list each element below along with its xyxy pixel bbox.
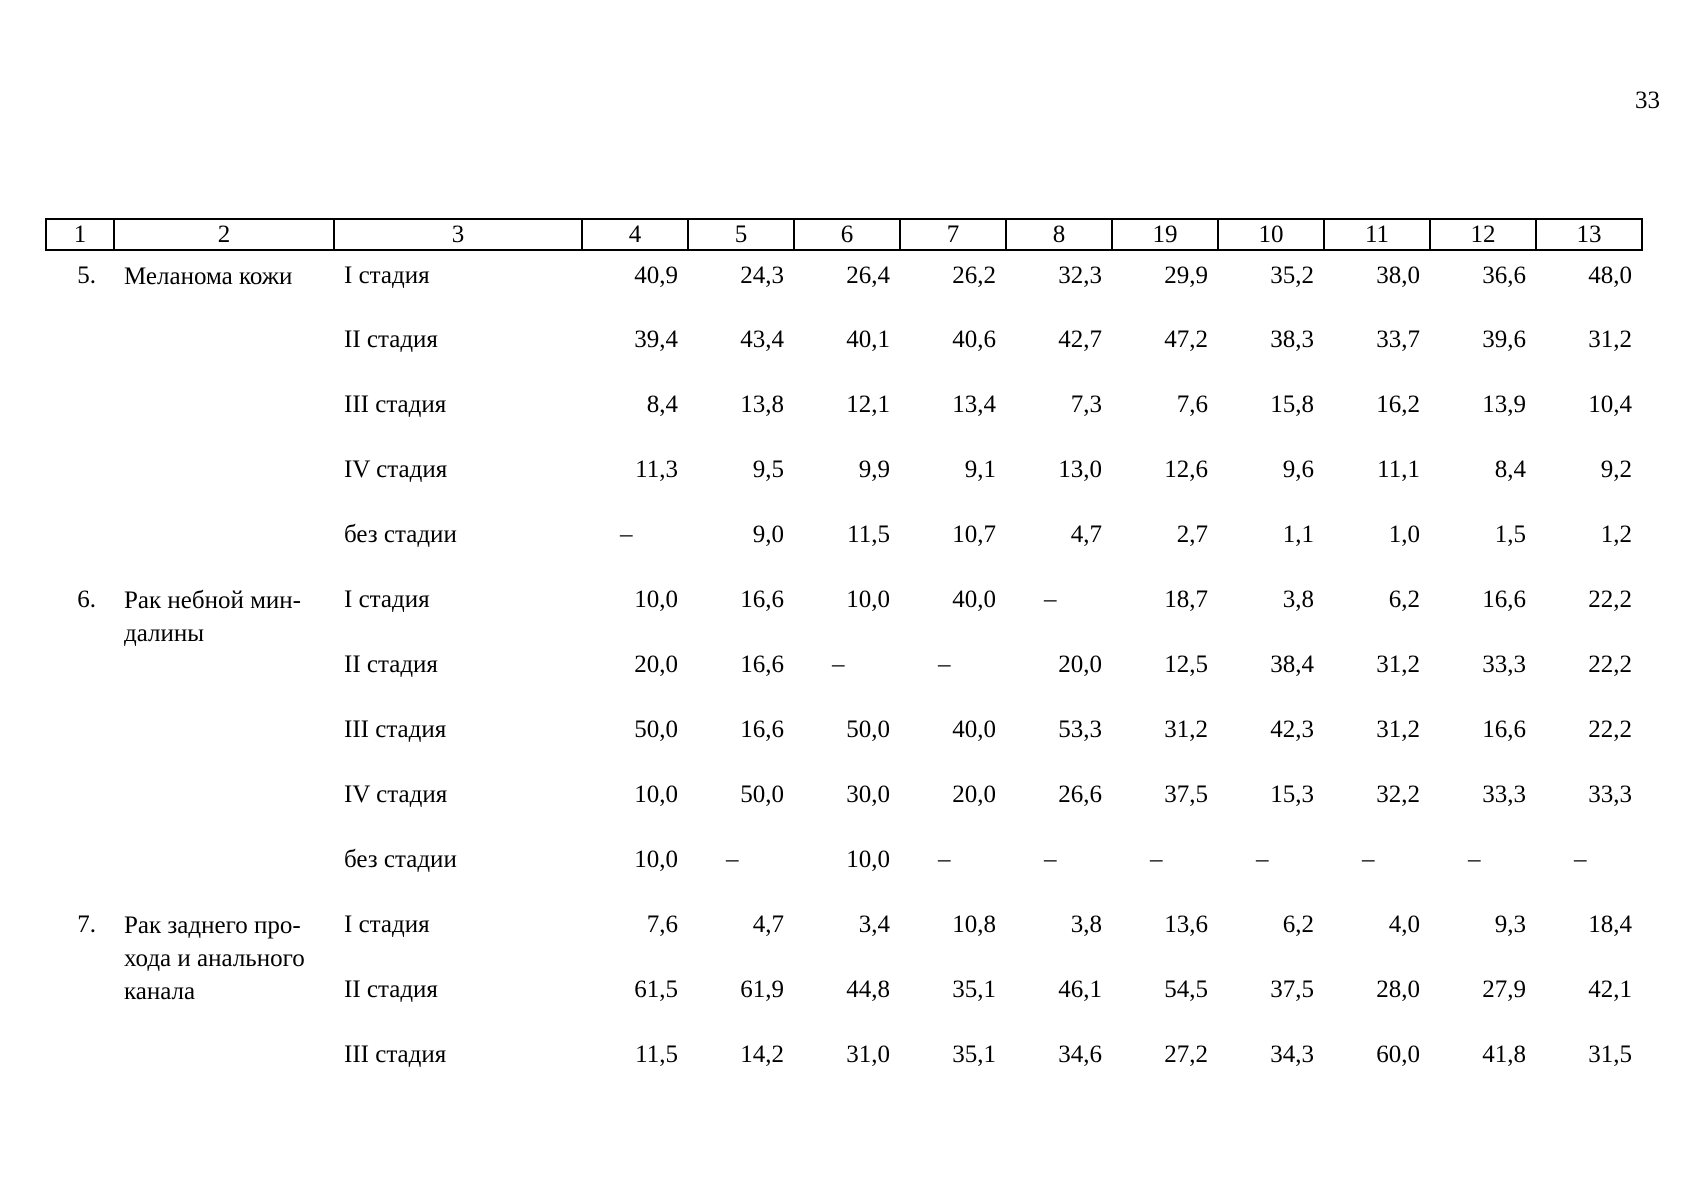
value-cell: 12,5 [1164, 651, 1208, 678]
value-cell: – [1362, 846, 1375, 873]
column-number: 2 [114, 219, 334, 250]
value-cell: 22,2 [1588, 651, 1632, 678]
value-cell: 46,1 [1058, 976, 1102, 1003]
row-number [46, 1031, 114, 1096]
column-number: 3 [334, 219, 582, 250]
column-number: 12 [1430, 219, 1536, 250]
value-cell: 9,5 [752, 456, 784, 483]
value-cell: 34,3 [1270, 1041, 1314, 1068]
value-cell: 33,3 [1482, 781, 1526, 808]
stage-label: I стадия [344, 911, 430, 938]
column-number: 6 [794, 219, 900, 250]
stage-label: II стадия [344, 651, 438, 678]
value-cell: 36,6 [1482, 262, 1526, 289]
value-cell: 3,8 [1070, 911, 1102, 938]
table-row [46, 576, 1642, 641]
value-cell: 16,6 [1482, 716, 1526, 743]
stage-label: I стадия [344, 586, 430, 613]
column-number: 4 [582, 219, 688, 250]
stage-label: II стадия [344, 326, 438, 353]
value-cell: 38,3 [1270, 326, 1314, 353]
value-cell: 31,0 [846, 1041, 890, 1068]
value-cell: 3,8 [1282, 586, 1314, 613]
value-cell: 40,6 [952, 326, 996, 353]
value-cell: 4,0 [1388, 911, 1420, 938]
value-cell: 26,6 [1058, 781, 1102, 808]
stage-label: без стадии [344, 846, 457, 873]
value-cell: 13,4 [952, 391, 996, 418]
value-cell: 32,2 [1376, 781, 1420, 808]
value-cell: 30,0 [846, 781, 890, 808]
value-cell: 9,6 [1282, 456, 1314, 483]
value-cell: 31,2 [1164, 716, 1208, 743]
value-cell: 35,1 [952, 976, 996, 1003]
value-cell: 15,3 [1270, 781, 1314, 808]
value-cell: – [620, 521, 633, 548]
value-cell: – [1574, 846, 1587, 873]
value-cell: 37,5 [1270, 976, 1314, 1003]
value-cell: 1,5 [1494, 521, 1526, 548]
page-number: 33 [1635, 87, 1660, 114]
value-cell: 31,5 [1588, 1041, 1632, 1068]
stage-label: II стадия [344, 976, 438, 1003]
row-number: 6. [77, 586, 96, 613]
diagnosis-name: Рак небной мин- далины [124, 587, 302, 647]
value-cell: 1,2 [1600, 521, 1632, 548]
value-cell: 13,6 [1164, 911, 1208, 938]
value-cell: – [726, 846, 739, 873]
value-cell: 8,4 [1494, 456, 1526, 483]
value-cell: 40,0 [952, 716, 996, 743]
value-cell: 34,6 [1058, 1041, 1102, 1068]
value-cell: 32,3 [1058, 262, 1102, 289]
stage-label: III стадия [344, 391, 447, 418]
value-cell: – [938, 846, 951, 873]
stage-label: III стадия [344, 1041, 447, 1068]
row-number [46, 511, 114, 576]
diagnosis-name: Рак заднего про- хода и анального канала [124, 912, 305, 1005]
column-number: 5 [688, 219, 794, 250]
value-cell: 13,0 [1058, 456, 1102, 483]
value-cell: 10,0 [846, 586, 890, 613]
row-number [46, 446, 114, 511]
row-number [46, 381, 114, 446]
stage-label: III стадия [344, 716, 447, 743]
value-cell: 4,7 [752, 911, 784, 938]
value-cell: 11,5 [635, 1041, 678, 1068]
value-cell: – [1256, 846, 1269, 873]
value-cell: 10,0 [634, 586, 678, 613]
row-number [46, 966, 114, 1031]
value-cell: 39,4 [634, 326, 678, 353]
row-number [46, 836, 114, 901]
value-cell: 20,0 [634, 651, 678, 678]
value-cell: 22,2 [1588, 586, 1632, 613]
value-cell: 9,0 [752, 521, 784, 548]
stage-label: IV стадия [344, 781, 448, 808]
value-cell: 33,3 [1482, 651, 1526, 678]
value-cell: 12,6 [1164, 456, 1208, 483]
value-cell: 9,1 [964, 456, 996, 483]
value-cell: 6,2 [1388, 586, 1420, 613]
value-cell: 16,6 [740, 586, 784, 613]
value-cell: 22,2 [1588, 716, 1632, 743]
value-cell: 10,4 [1588, 391, 1632, 418]
value-cell: – [1044, 846, 1057, 873]
value-cell: 24,3 [740, 262, 784, 289]
value-cell: 18,4 [1588, 911, 1632, 938]
value-cell: – [1468, 846, 1481, 873]
row-number: 5. [77, 262, 96, 289]
value-cell: – [1150, 846, 1163, 873]
row-number: 7. [77, 911, 96, 938]
value-cell: 7,6 [1176, 391, 1208, 418]
column-number-row [46, 219, 1642, 250]
value-cell: 3,4 [858, 911, 890, 938]
stage-label: без стадии [344, 521, 457, 548]
value-cell: 10,0 [634, 781, 678, 808]
value-cell: 44,8 [846, 976, 890, 1003]
value-cell: 11,3 [635, 456, 678, 483]
value-cell: 14,2 [740, 1041, 784, 1068]
value-cell: 38,4 [1270, 651, 1314, 678]
value-cell: 50,0 [740, 781, 784, 808]
table-row [46, 250, 1642, 316]
value-cell: 10,0 [846, 846, 890, 873]
value-cell: 43,4 [740, 326, 784, 353]
value-cell: 42,1 [1588, 976, 1632, 1003]
value-cell: 1,0 [1388, 521, 1420, 548]
value-cell: 7,3 [1070, 391, 1102, 418]
value-cell: 13,8 [740, 391, 784, 418]
table-row [46, 901, 1642, 966]
table-body [46, 250, 1642, 1096]
value-cell: 12,1 [846, 391, 890, 418]
statistics-table [45, 218, 1643, 1096]
value-cell: 26,2 [952, 262, 996, 289]
value-cell: 15,8 [1270, 391, 1314, 418]
column-number: 19 [1112, 219, 1218, 250]
column-number: 8 [1006, 219, 1112, 250]
column-number: 7 [900, 219, 1006, 250]
value-cell: 28,0 [1376, 976, 1420, 1003]
stage-label: I стадия [344, 262, 430, 289]
value-cell: 35,2 [1270, 262, 1314, 289]
value-cell: 10,0 [634, 846, 678, 873]
value-cell: 60,0 [1376, 1041, 1420, 1068]
value-cell: 38,0 [1376, 262, 1420, 289]
value-cell: 20,0 [1058, 651, 1102, 678]
value-cell: 26,4 [846, 262, 890, 289]
value-cell: 54,5 [1164, 976, 1208, 1003]
value-cell: 9,2 [1600, 456, 1632, 483]
value-cell: 40,9 [634, 262, 678, 289]
value-cell: 11,5 [847, 521, 890, 548]
value-cell: 1,1 [1282, 521, 1314, 548]
row-number [46, 706, 114, 771]
value-cell: 50,0 [634, 716, 678, 743]
column-number: 13 [1536, 219, 1642, 250]
value-cell: 10,8 [952, 911, 996, 938]
value-cell: – [832, 651, 845, 678]
value-cell: 20,0 [952, 781, 996, 808]
value-cell: 31,2 [1588, 326, 1632, 353]
value-cell: 6,2 [1282, 911, 1314, 938]
row-number [46, 641, 114, 706]
value-cell: 42,3 [1270, 716, 1314, 743]
value-cell: 53,3 [1058, 716, 1102, 743]
value-cell: 2,7 [1176, 521, 1208, 548]
value-cell: – [1044, 586, 1057, 613]
value-cell: 18,7 [1164, 586, 1208, 613]
diagnosis-name: Меланома кожи [124, 263, 293, 290]
value-cell: 29,9 [1164, 262, 1208, 289]
value-cell: – [938, 651, 951, 678]
value-cell: 31,2 [1376, 716, 1420, 743]
value-cell: 4,7 [1070, 521, 1102, 548]
value-cell: 27,9 [1482, 976, 1526, 1003]
value-cell: 37,5 [1164, 781, 1208, 808]
value-cell: 8,4 [646, 391, 678, 418]
value-cell: 7,6 [646, 911, 678, 938]
column-number: 10 [1218, 219, 1324, 250]
value-cell: 11,1 [1377, 456, 1420, 483]
value-cell: 41,8 [1482, 1041, 1526, 1068]
row-number [46, 316, 114, 381]
value-cell: 35,1 [952, 1041, 996, 1068]
value-cell: 31,2 [1376, 651, 1420, 678]
value-cell: 16,6 [740, 651, 784, 678]
value-cell: 33,7 [1376, 326, 1420, 353]
value-cell: 16,6 [740, 716, 784, 743]
value-cell: 48,0 [1588, 262, 1632, 289]
value-cell: 61,5 [634, 976, 678, 1003]
value-cell: 9,9 [858, 456, 890, 483]
value-cell: 27,2 [1164, 1041, 1208, 1068]
value-cell: 50,0 [846, 716, 890, 743]
value-cell: 33,3 [1588, 781, 1632, 808]
column-number: 1 [46, 219, 114, 250]
value-cell: 47,2 [1164, 326, 1208, 353]
value-cell: 9,3 [1494, 911, 1526, 938]
value-cell: 39,6 [1482, 326, 1526, 353]
value-cell: 42,7 [1058, 326, 1102, 353]
row-number [46, 771, 114, 836]
stage-label: IV стадия [344, 456, 448, 483]
value-cell: 40,1 [846, 326, 890, 353]
column-number: 11 [1324, 219, 1430, 250]
value-cell: 40,0 [952, 586, 996, 613]
value-cell: 61,9 [740, 976, 784, 1003]
value-cell: 16,6 [1482, 586, 1526, 613]
value-cell: 16,2 [1376, 391, 1420, 418]
value-cell: 13,9 [1482, 391, 1526, 418]
value-cell: 10,7 [952, 521, 996, 548]
